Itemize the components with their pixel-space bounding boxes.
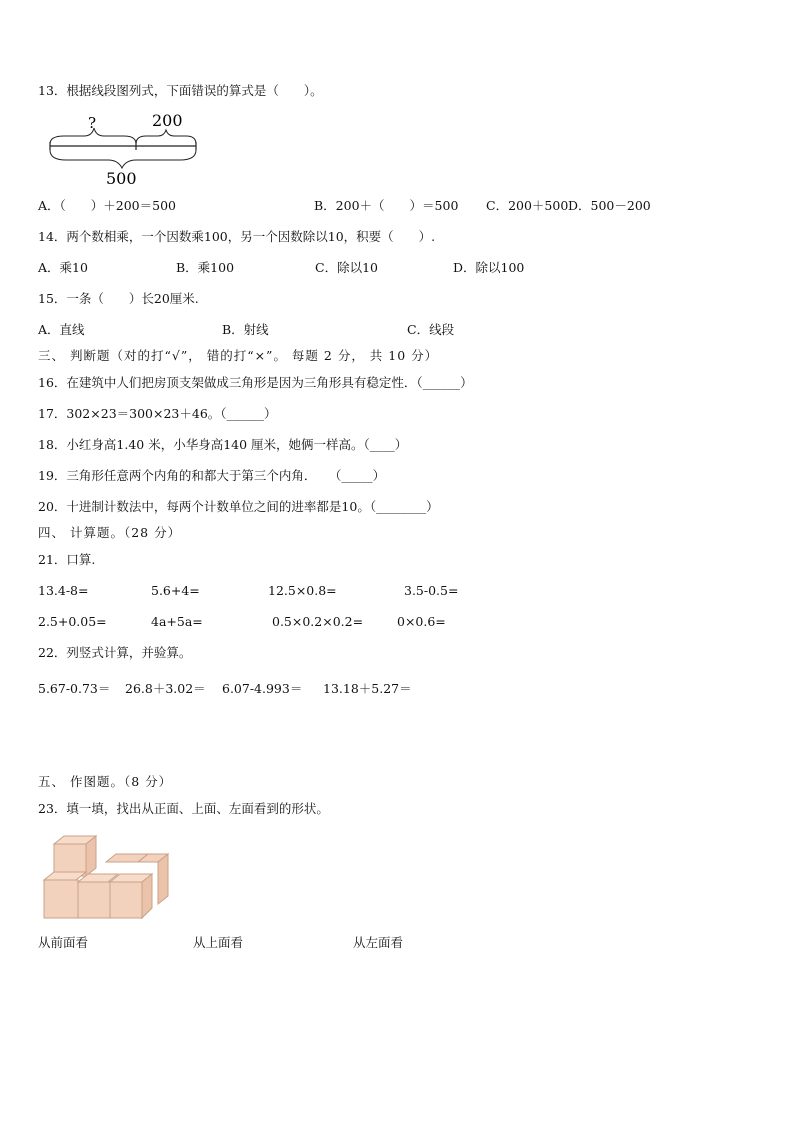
q22-item: 5.67-0.73＝	[38, 681, 111, 696]
q14-option-c: C．除以10	[315, 260, 378, 275]
q13-option-c: C．200＋500	[486, 198, 569, 213]
q19-text: 19．三角形任意两个内角的和都大于第三个内角． （_____）	[38, 468, 386, 483]
q23-view-left-label: 从左面看	[353, 935, 404, 950]
q21-item: 0.5×0.2×0.2=	[272, 614, 364, 629]
q21-item: 13.4-8=	[38, 583, 89, 598]
q21-item: 4a+5a=	[151, 614, 203, 629]
q23-text: 23．填一填，找出从正面、上面、左面看到的形状。	[38, 801, 329, 816]
q13-question-mark: ?	[88, 114, 97, 132]
q21-item: 2.5+0.05=	[38, 614, 107, 629]
q22-item: 13.18＋5.27＝	[323, 681, 412, 696]
q13-label-500: 500	[106, 169, 137, 188]
q21-text: 21．口算.	[38, 552, 96, 567]
q23-cube-stack-figure	[40, 832, 172, 922]
q16-text: 16．在建筑中人们把房顶支架做成三角形是因为三角形具有稳定性．（______）	[38, 375, 473, 390]
q14-option-d: D．除以100	[453, 260, 525, 275]
q23-view-top-label: 从上面看	[193, 935, 244, 950]
q13-option-b: B．200＋（ ）＝500	[314, 198, 459, 213]
q20-text: 20．十进制计数法中，每两个计数单位之间的进率都是10。（________）	[38, 499, 439, 514]
section-3-heading: 三、 判断题（对的打“√”， 错的打“×”。 每题 2 分， 共 10 分）	[38, 348, 439, 363]
q13-option-d: D．500－200	[568, 198, 651, 213]
q21-item: 3.5-0.5=	[404, 583, 459, 598]
q21-item: 12.5×0.8=	[268, 583, 337, 598]
q15-option-a: A．直线	[38, 322, 85, 337]
q21-item: 5.6+4=	[151, 583, 200, 598]
q13-option-a: A．（ ）＋200＝500	[38, 198, 176, 213]
q22-text: 22．列竖式计算，并验算。	[38, 645, 192, 660]
q15-text: 15．一条（ ）长20厘米.	[38, 291, 199, 306]
section-4-heading: 四、 计算题。（28 分）	[38, 525, 182, 540]
q22-item: 6.07-4.993＝	[222, 681, 303, 696]
q14-text: 14．两个数相乘，一个因数乘100，另一个因数除以10，积要（ ）.	[38, 229, 436, 244]
q17-text: 17．302×23＝300×23＋46。（______）	[38, 406, 277, 421]
q22-item: 26.8＋3.02＝	[125, 681, 206, 696]
q14-option-a: A．乘10	[38, 260, 88, 275]
q14-option-b: B．乘100	[176, 260, 235, 275]
q18-text: 18．小红身高1.40 米，小华身高140 厘米，她俩一样高。（____）	[38, 437, 408, 452]
q15-option-c: C．线段	[407, 322, 455, 337]
q13-label-200: 200	[152, 111, 183, 130]
q13-text: 13．根据线段图列式，下面错误的算式是（ ）。	[38, 83, 323, 98]
q15-option-b: B．射线	[222, 322, 269, 337]
q23-view-front-label: 从前面看	[38, 935, 89, 950]
section-5-heading: 五、 作图题。（8 分）	[38, 774, 173, 789]
q21-item: 0×0.6=	[397, 614, 446, 629]
q13-line-segment-diagram	[44, 108, 204, 190]
